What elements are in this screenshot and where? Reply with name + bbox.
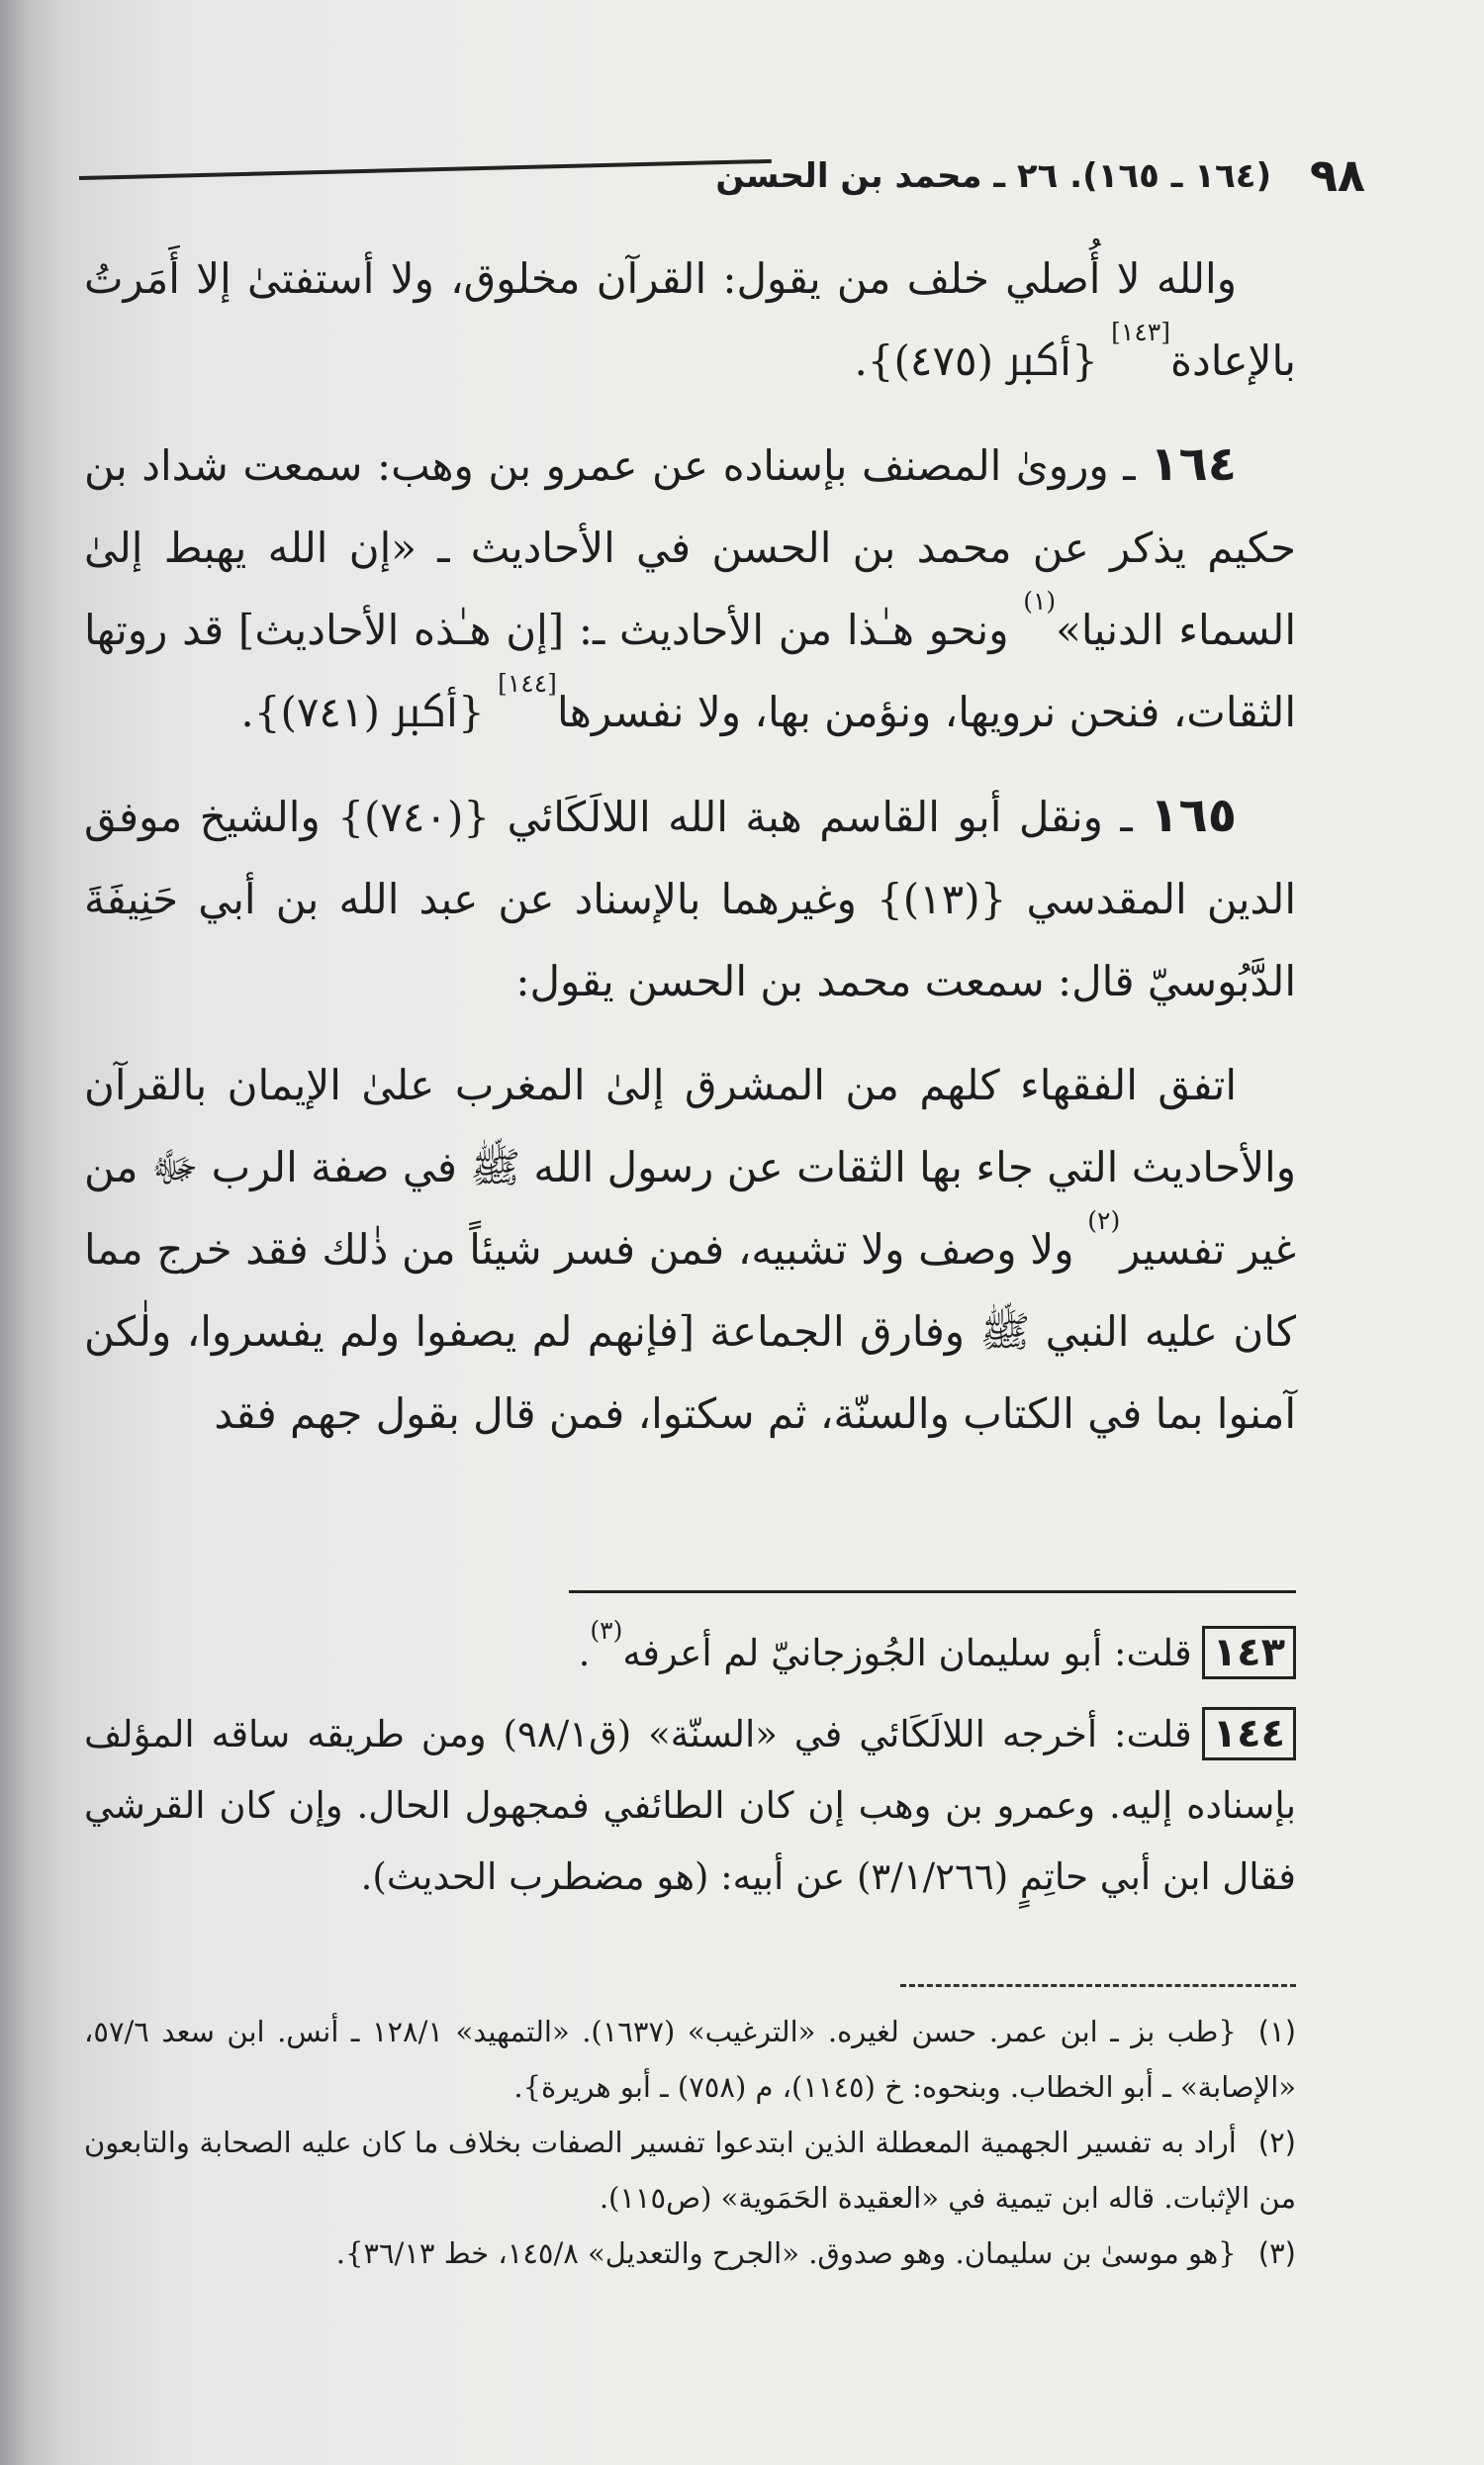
- footnote-marker-3: (٣): [590, 1616, 623, 1645]
- page-header: [79, 139, 1365, 218]
- paragraph-165-text: ـ ونقل أبو القاسم هبة الله اللالَكَائي {(٧٤٠)} والشيخ موفق الدين المقدسي {(١٣)} وغيرهما بالإسناد عن عبد الله بن أبي حَنِيفَةَ الدَّبُوسيّ قال: سمعت محمد بن الحسن يقول:: [84, 793, 1296, 1005]
- main-text: [84, 237, 1296, 1455]
- note-number-box: ١٤٣: [1202, 1626, 1296, 1679]
- reference-143: [١٤٣]: [1111, 318, 1170, 346]
- paragraph-1: [84, 237, 1296, 402]
- footnote-text: {طب بز ـ ابن عمر. حسن لغيره. «الترغيب» (١٦٣٧). «التمهيد» ١٢٨/١ ـ أنس. ابن سعد ٥٧/٦، «الإصابة» ـ أبو الخطاب. وبنحوه: خ (١١٤٥)، م (٧٥٨) ـ أبو هريرة}.: [84, 2015, 1296, 2104]
- note-144: [84, 1699, 1296, 1913]
- item-number-165: ١٦٥: [1150, 788, 1237, 843]
- footnote-marker-1: (١): [1023, 587, 1057, 616]
- paragraph-164-end: {ﷳ (٧٤١)}.: [240, 688, 499, 736]
- note-143: [84, 1618, 1296, 1689]
- footnote-2: [84, 2115, 1296, 2226]
- footnotes: [84, 2004, 1296, 2281]
- paragraph-quote-text: اتفق الفقهاء كلهم من المشرق إلىٰ المغرب علىٰ الإيمان بالقرآن والأحاديث التي جاء بها الثقات عن رسول الله ﷺ في صفة الرب ﷻ من غير تفسير: [84, 1061, 1296, 1274]
- paragraph-165: [84, 775, 1296, 1022]
- paragraph-164: [84, 424, 1296, 753]
- footnote-number: (٣): [1257, 2236, 1296, 2270]
- footnote-number: (٢): [1257, 2126, 1296, 2159]
- paragraph-quote-cont: ولا وصف ولا تشبيه، فمن فسر شيئاً من ذٰلك فقد خرج مما كان عليه النبي ﷺ وفارق الجماعة [فإنهم لم يصفوا ولم يفسروا، ولٰكن آمنوا بما في الكتاب والسنّة، ثم سكتوا، فمن قال بقول جهم فقد: [84, 1225, 1296, 1438]
- note-text: قلت: أخرجه اللالَكَائي في «السنّة» (ق٩٨/١) ومن طريقه ساقه المؤلف بإسناده إليه. وعمرو بن وهب إن كان الطائفي فمجهول الحال. وإن كان القرشي فقال ابن أبي حاتِمٍ (٣/١/٢٦٦) عن أبيه: (هو مضطرب الحديث).: [84, 1713, 1296, 1898]
- reference-144: [١٤٤]: [498, 669, 557, 698]
- page-number: ٩٨: [1309, 148, 1365, 202]
- paragraph-1-end: {ﷳ (٤٧٥)}.: [854, 336, 1112, 385]
- note-number-box: ١٤٤: [1202, 1707, 1296, 1760]
- footnotes-divider: [900, 1984, 1296, 1987]
- footnote-1: [84, 2004, 1296, 2115]
- item-number-164: ١٦٤: [1150, 436, 1237, 492]
- notes-divider: [569, 1590, 1296, 1593]
- paragraph-164-cont: ونحو هـٰذا من الأحاديث ـ: [إن هـٰذه الأحاديث] قد روتها الثقات، فنحن نرويها، ونؤمن بها، ولا نفسرها: [84, 606, 1296, 736]
- paragraph-164-text: ـ وروىٰ المصنف بإسناده عن عمرو بن وهب: سمعت شداد بن حكيم يذكر عن محمد بن الحسن في الأحاديث ـ «إن الله يهبط إلىٰ السماء الدنيا»: [84, 441, 1296, 654]
- note-end: .: [578, 1632, 591, 1674]
- footnote-number: (١): [1257, 2015, 1297, 2048]
- footnote-text: {هو موسىٰ بن سليمان. وهو صدوق. «الجرح والتعديل» ١٤٥/٨، خط ٣٦/١٣}.: [335, 2236, 1237, 2270]
- footnote-3: [84, 2226, 1296, 2281]
- editor-notes: [84, 1618, 1296, 1923]
- paragraph-1-text: والله لا أُصلي خلف من يقول: القرآن مخلوق، ولا أستفتىٰ إلا أَمَرتُ بالإعادة: [84, 254, 1296, 385]
- footnote-marker-2: (٢): [1087, 1206, 1121, 1235]
- running-title: (١٦٤ ـ ١٦٥). ٢٦ ـ محمد بن الحسن: [715, 156, 1271, 196]
- footnote-text: أراد به تفسير الجهمية المعطلة الذين ابتدعوا تفسير الصفات بخلاف ما كان عليه الصحابة والتابعون من الإثبات. قاله ابن تيمية في «العقيدة الحَمَوية» (ص١١٥).: [84, 2126, 1296, 2215]
- paragraph-quote: [84, 1044, 1296, 1455]
- note-text: قلت: أبو سليمان الجُوزجانيّ لم أعرفه: [622, 1632, 1192, 1674]
